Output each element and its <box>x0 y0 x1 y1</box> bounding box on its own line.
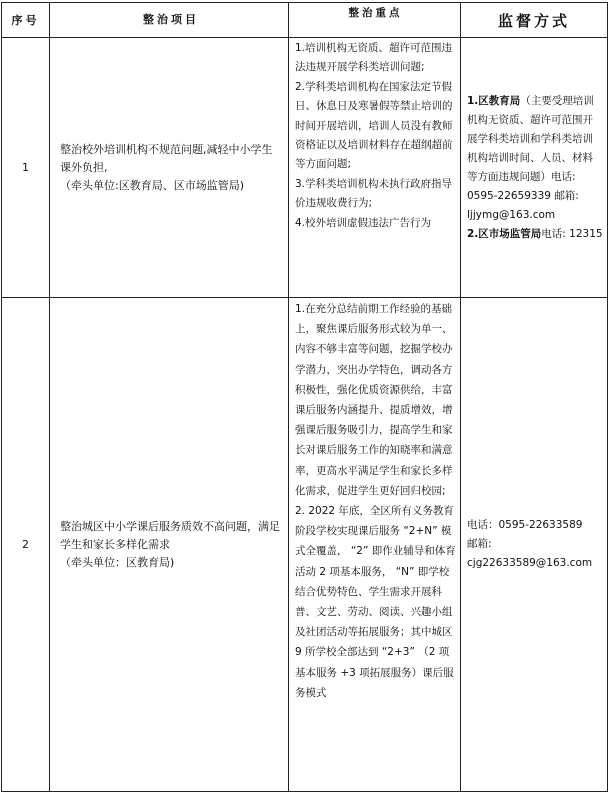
row-index: 1 <box>2 38 50 298</box>
rectification-table <box>1 2 608 792</box>
supervisor-scope: （主要受理培训机构无资质、超许可范围开展学科类培训和学科类培训机构培训时间、人员、材料等方面违规问题）电话: <box>467 94 594 183</box>
focus-point: 4.校外培训虚假违法广告行为 <box>295 216 432 229</box>
row-supervision <box>461 298 608 792</box>
header-focus: 整治重点 <box>289 3 461 38</box>
item-title: 整治城区中小学课后服务质效不高问题，满足学生和家长多样化需求 <box>60 519 280 551</box>
email-address: ljjymg@163.com <box>467 208 556 221</box>
focus-point: 2. 2022 年底，全区所有义务教育阶段学校实现课后服务 “2+N” 模式全覆盖， “2” 即作业辅导和体育活动 2 项基本服务， “N” 即学校结合优势特色、学生需求开展科普、文艺、劳动、阅读、兴趣小组及社团活动等拓展服务；其中城区 9 所学校全部达到 “2+3” （2 项基本服务 +3 项拓展服务）课后服务模式 <box>295 505 456 699</box>
focus-point: 3.学科类培训机构未执行政府指导价违规收费行为; <box>295 177 453 210</box>
table-row <box>2 298 608 792</box>
row-index: 2 <box>2 298 50 792</box>
phone-number: 电话：0595-22633589 <box>467 519 583 531</box>
header-item: 整治项目 <box>50 3 289 38</box>
item-lead-unit: （牵头单位：区教育局) <box>60 555 175 569</box>
header-supervision: 监督方式 <box>461 3 608 38</box>
row-item <box>50 38 289 298</box>
row-focus <box>289 298 461 792</box>
email-address: cjg22633589@163.com <box>467 557 593 569</box>
supervisor-name: 1.区教育局 <box>467 94 521 107</box>
item-lead-unit: （牵头单位:区教育局、区市场监管局) <box>60 178 244 192</box>
header-row <box>2 3 608 38</box>
item-title: 整治校外培训机构不规范问题,减轻中小学生课外负担, <box>60 142 273 174</box>
row-focus <box>289 38 461 298</box>
email-label: 邮箱: <box>467 538 492 550</box>
table-row <box>2 38 608 298</box>
email-label: 邮箱: <box>554 189 579 202</box>
focus-point: 2.学科类培训机构在国家法定节假日、休息日及寒暑假等禁止培训的时间开展培训，培训人员没有教师资格证以及培训材料存在超纲超前等方面问题; <box>295 80 453 171</box>
focus-point: 1.在充分总结前期工作经验的基础上，聚焦课后服务形式较为单一、内容不够丰富等问题，挖掘学校办学潜力，突出办学特色，调动各方积极性，强化优质资源供给，丰富课后服务内涵提升、提质增效，增强课后服务吸引力，提高学生和家长对课后服务工作的知晓率和满意率，更高水平满足学生和家长多样化需求，促进学生更好回归校园; <box>295 303 453 497</box>
row-supervision <box>461 38 608 298</box>
phone-number: 电话: 12315 <box>541 227 603 240</box>
focus-point: 1.培训机构无资质、超许可范围违法违规开展学科类培训问题; <box>295 42 453 74</box>
phone-number: 0595-22659339 <box>467 189 551 202</box>
supervisor-name: 2.区市场监管局 <box>467 227 542 240</box>
row-item <box>50 298 289 792</box>
header-index: 序号 <box>2 3 50 38</box>
